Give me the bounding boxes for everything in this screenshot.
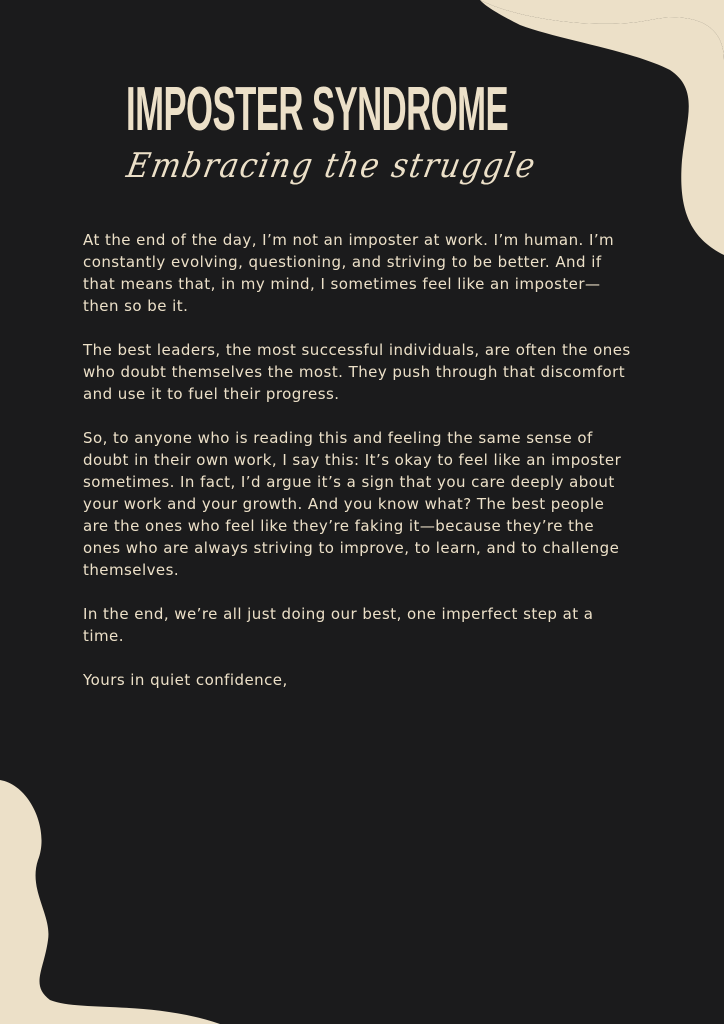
letter-body <box>83 229 631 713</box>
page-title-text: IMPOSTER SYNDROME <box>126 75 509 144</box>
sign-off: Yours in quiet confidence, <box>83 671 288 689</box>
paragraph: In the end, we’re all just doing our best, one imperfect step at a time. <box>83 605 594 645</box>
paragraph: So, to anyone who is reading this and feeling the same sense of doubt in their own work, I say this: It’s okay to feel like an imposter sometimes. In fact, I’d argue it’s a sign that you care deeply about your work and your growth. And you know what? The best people are the ones who feel like they’re faking it—because they’re the ones who are always striving to improve, to learn, and to challenge themselves. <box>83 429 622 579</box>
paragraph: The best leaders, the most successful individuals, are often the ones who doubt themselves the most. They push through that discomfort and use it to fuel their progress. <box>83 341 631 403</box>
page-title <box>126 75 509 144</box>
bottom-left-blob <box>0 780 220 1024</box>
paragraph: At the end of the day, I’m not an imposter at work. I’m human. I’m constantly evolving, questioning, and striving to be better. And if that means that, in my mind, I sometimes feel like an imposter—then so be it. <box>83 231 615 315</box>
page-subtitle: Embracing the struggle <box>123 146 540 186</box>
top-right-blob <box>480 0 724 255</box>
